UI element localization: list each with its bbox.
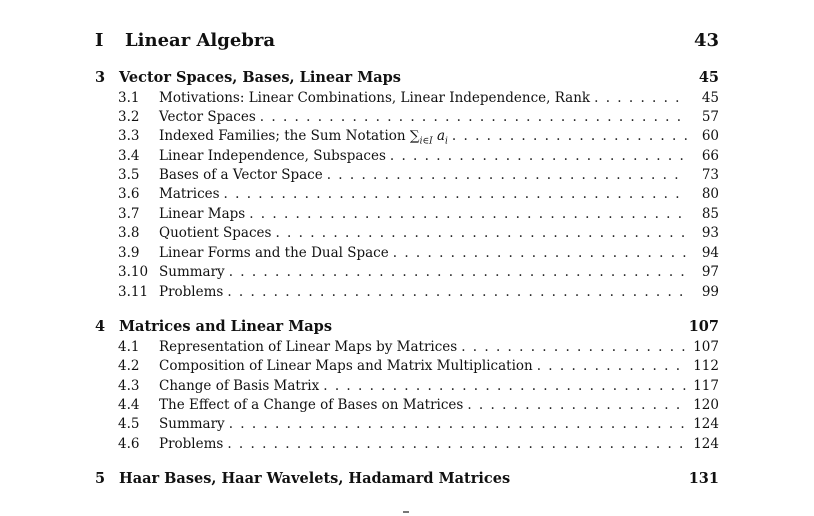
leader-dots [393,245,687,261]
sum-term: a [436,128,446,144]
section-number: 3.8 [118,225,140,241]
chapter-heading [95,69,719,89]
sum-notation [409,128,448,147]
section-title: Quotient Spaces [159,225,272,241]
leader-dots [594,90,687,106]
toc-entry [118,167,719,186]
section-title: Problems [159,436,224,452]
toc-entry [118,339,719,358]
chapter-heading [95,318,719,338]
chapter-number: 5 [95,470,106,487]
chapter-page: 45 [698,69,719,86]
part-title: Linear Algebra [125,30,276,51]
toc-entry [118,358,719,377]
section-number: 3.5 [118,167,140,183]
chapter-title: Haar Bases, Haar Wavelets, Hadamard Matrices [119,470,511,487]
section-title: Vector Spaces [159,109,256,125]
leader-dots [227,436,687,452]
toc-entry [118,245,719,264]
section-page: 120 [693,397,719,413]
section-page: 66 [701,148,719,164]
toc-entry [118,225,719,244]
section-number: 3.4 [118,148,140,164]
section-title [159,128,448,147]
section-page: 124 [693,416,719,432]
toc-entry [118,416,719,435]
section-title: Linear Independence, Subspaces [159,148,386,164]
section-page: 45 [701,90,719,106]
part-page: 43 [693,30,719,51]
toc-entry [118,397,719,416]
chapter-title: Vector Spaces, Bases, Linear Maps [119,69,401,86]
chapter-heading [95,470,719,490]
chapter-number: 3 [95,69,106,86]
section-title: The Effect of a Change of Bases on Matrices [159,397,464,413]
section-page: 97 [701,264,719,280]
sum-symbol: ∑ [409,128,420,144]
section-page: 94 [701,245,719,261]
toc-entry [118,378,719,397]
section-title: Composition of Linear Maps and Matrix Multiplication [159,358,533,374]
section-title: Linear Forms and the Dual Space [159,245,389,261]
section-page: 107 [693,339,719,355]
section-number: 3.10 [118,264,149,280]
leader-dots [260,109,687,125]
leader-dots [224,186,687,202]
section-number: 3.7 [118,206,140,222]
leader-dots [229,416,687,432]
sum-term-index: i [445,136,448,147]
section-number: 3.6 [118,186,140,202]
chapter-page: 131 [688,470,719,487]
section-number: 3.3 [118,128,140,144]
leader-dots [537,358,687,374]
section-page: 124 [693,436,719,452]
section-page: 57 [701,109,719,125]
leader-dots [461,339,687,355]
section-number: 4.1 [118,339,140,355]
section-page: 60 [701,128,719,144]
toc-entry [118,109,719,128]
leader-dots [249,206,687,222]
chapter-title: Matrices and Linear Maps [119,318,332,335]
section-page: 112 [693,358,719,374]
toc-entry [118,148,719,167]
section-number: 4.4 [118,397,140,413]
toc-entry [118,128,719,147]
section-title: Motivations: Linear Combinations, Linear Independence, Rank [159,90,591,106]
section-number: 3.2 [118,109,140,125]
section-page: 99 [701,284,719,300]
leader-dots [275,225,687,241]
leader-dots [452,128,687,144]
toc-entry [118,90,719,109]
part-heading [95,30,719,56]
section-title: Problems [159,284,224,300]
leader-dots [390,148,687,164]
section-number: 3.9 [118,245,140,261]
section-page: 73 [701,167,719,183]
leader-dots [227,284,687,300]
section-title: Summary [159,416,225,432]
section-page: 93 [701,225,719,241]
section-number: 4.2 [118,358,140,374]
section-number: 4.6 [118,436,140,452]
section-page: 117 [693,378,719,394]
chapter-number: 4 [95,318,106,335]
toc-entry [118,206,719,225]
section-title: Linear Maps [159,206,246,222]
leader-dots [323,378,687,394]
section-title-text: Indexed Families; the Sum Notation [159,128,406,144]
leader-dots [467,397,687,413]
page-edge-mark [403,511,409,513]
toc-entry [118,436,719,455]
section-title: Matrices [159,186,220,202]
section-title: Representation of Linear Maps by Matrices [159,339,458,355]
leader-dots [327,167,687,183]
leader-dots [229,264,687,280]
section-title: Bases of a Vector Space [159,167,323,183]
toc-entry [118,284,719,303]
section-number: 4.5 [118,416,140,432]
part-number: I [95,30,104,51]
section-number: 3.11 [118,284,149,300]
chapter-page: 107 [688,318,719,335]
section-number: 4.3 [118,378,140,394]
toc-entry [118,264,719,283]
section-page: 85 [701,206,719,222]
section-number: 3.1 [118,90,140,106]
section-page: 80 [701,186,719,202]
section-title: Change of Basis Matrix [159,378,320,394]
section-title: Summary [159,264,225,280]
sum-index: i∈I [419,136,433,147]
toc-entry [118,186,719,205]
